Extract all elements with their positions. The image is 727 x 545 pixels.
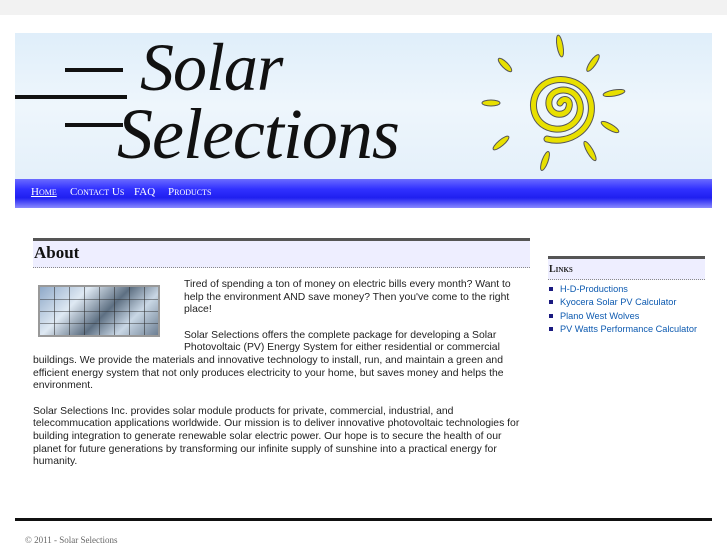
link-h-d-productions[interactable]: H-D-Productions xyxy=(560,284,628,294)
main-nav xyxy=(15,179,712,208)
logo-line1[interactable]: Solar xyxy=(140,33,283,105)
link-kyocera-calculator[interactable]: Kyocera Solar PV Calculator xyxy=(560,297,677,308)
main-content xyxy=(33,238,530,469)
square-bullet-icon xyxy=(549,314,553,318)
link-item xyxy=(548,283,705,296)
links-header xyxy=(548,256,705,280)
about-paragraph: Solar Selections Inc. provides solar module products for private, commercial, industrial, and telecommucation applications worldwide. Our mission is to deliver innovative photovoltaic technologies for building integration to generate renewable solar electric power. Our hope is to secure the health of our planet for future generations by transforming our infinite supply of sunshine into a practical energy for humanity. xyxy=(33,405,520,468)
links-title: Links xyxy=(549,264,573,275)
square-bullet-icon xyxy=(549,327,553,331)
logo-stripe xyxy=(65,68,123,72)
link-plano-west-wolves[interactable]: Plano West Wolves xyxy=(560,310,640,321)
solar-panel-image xyxy=(38,285,160,337)
about-header xyxy=(33,238,530,268)
link-item xyxy=(548,296,705,309)
page xyxy=(0,15,727,545)
nav-contact-us[interactable]: Contact Us xyxy=(70,186,125,198)
header-banner xyxy=(15,33,712,179)
page-title: About xyxy=(34,243,80,262)
sidebar xyxy=(548,256,705,337)
logo-stripe xyxy=(65,123,123,127)
nav-products[interactable]: Products xyxy=(168,186,212,198)
logo-stripe xyxy=(15,95,127,99)
nav-faq[interactable]: FAQ xyxy=(134,186,156,198)
link-pv-watts-calculator[interactable]: PV Watts Performance Calculator xyxy=(560,324,698,335)
sun-spiral-icon xyxy=(465,33,635,179)
logo-line2[interactable]: Selections xyxy=(117,94,399,174)
links-list xyxy=(548,283,705,337)
about-paragraph: Tired of spending a ton of money on electric bills every month? Want to help the environment AND save money? Then you've come to the right place! xyxy=(184,279,511,316)
link-item xyxy=(548,310,705,323)
footer-copyright: © 2011 - Solar Selections xyxy=(25,535,118,545)
square-bullet-icon xyxy=(549,300,553,304)
link-item xyxy=(548,323,705,336)
about-body xyxy=(33,268,530,469)
square-bullet-icon xyxy=(549,287,553,291)
nav-home[interactable]: Home xyxy=(31,186,57,198)
about-paragraph: Solar Selections offers the complete package for developing a Solar Photovoltaic (PV) Energy System for either residential or commercial buildings. We provide the materials and innovative technology to install, run, and maintain a green and efficient energy system that not only produces electricity to your home, but saves money and helps the environment. xyxy=(33,329,504,392)
footer-divider xyxy=(15,518,712,521)
